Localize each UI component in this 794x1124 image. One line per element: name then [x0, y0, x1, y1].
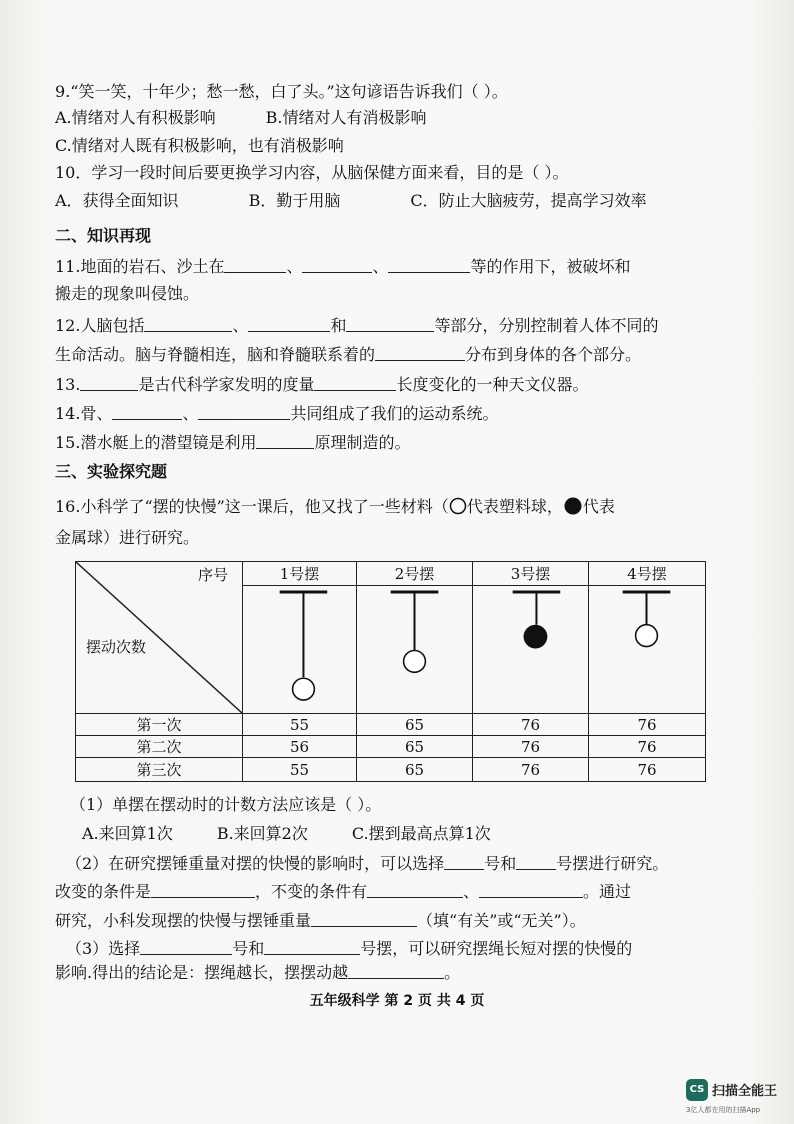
- q10-options: [55, 191, 647, 211]
- pendulum-1-icon: [243, 586, 356, 713]
- q12-line1: [55, 315, 659, 336]
- q11-text-1: 11.地面的岩石、沙土在: [55, 257, 225, 276]
- q16-3-text-2: 号和: [232, 939, 265, 958]
- table-cell: 76: [473, 736, 589, 758]
- table-cell: 76: [473, 758, 589, 782]
- q12-blank-3[interactable]: [346, 315, 434, 332]
- q16-3-text-4: 影响.得出的结论是：摆绳越长，摆摆动越: [55, 963, 349, 982]
- q10-option-a: A．获得全面知识: [55, 191, 179, 210]
- q12-text-1: 12.人脑包括: [55, 316, 145, 335]
- table-corner-top: 序号: [197, 566, 228, 584]
- metal-ball-icon: [563, 496, 583, 516]
- q16-3-text-3: 号摆，可以研究摆绳长短对摆的快慢的: [360, 939, 633, 958]
- q12-sep-1: 、: [232, 316, 249, 335]
- q9-option-c: C.情绪对人既有积极影响，也有消极影响: [55, 136, 344, 155]
- watermark-subtitle: 3亿人都在用的扫描App: [686, 1106, 761, 1114]
- q9-stem: 9.“笑一笑，十年少；愁一愁，白了头。”这句谚语告诉我们（ ）。: [55, 82, 508, 101]
- q16-2-line2: [55, 881, 631, 902]
- q14-blank-2[interactable]: [198, 403, 290, 420]
- q14-blank-1[interactable]: [112, 403, 182, 420]
- q13-blank-2[interactable]: [314, 374, 396, 391]
- q12-line2: [55, 344, 641, 365]
- q16-2-blank-5[interactable]: [479, 881, 583, 898]
- q12-text-2: 等部分，分别控制着人体不同的: [434, 316, 659, 335]
- pendulum-2-icon: [357, 586, 472, 713]
- q16-2-blank-3[interactable]: [151, 881, 255, 898]
- q16-3-text-1: （3）选择: [66, 939, 141, 958]
- q13-text-3: 长度变化的一种天文仪器。: [396, 375, 589, 394]
- q16-3-line1: [66, 938, 632, 959]
- watermark-name: 扫描全能王: [712, 1084, 778, 1099]
- q16-2-text-2: 号和: [484, 854, 517, 873]
- q10-option-b: B．勤于用脑: [248, 191, 341, 210]
- q16-2-blank-4[interactable]: [367, 881, 463, 898]
- q12-blank-2[interactable]: [248, 315, 330, 332]
- table-cell: 76: [473, 714, 589, 736]
- pendulum-1-cell: [243, 586, 357, 714]
- pendulum-2-cell: [357, 586, 473, 714]
- camscanner-logo-icon: CS: [686, 1079, 708, 1101]
- q16-2-text-1: （2）在研究摆锤重量对摆的快慢的影响时，可以选择: [66, 854, 445, 873]
- table-cell: 55: [243, 758, 357, 782]
- q16-intro-text-3: 代表: [582, 497, 615, 516]
- q16-intro-line1: [55, 496, 615, 517]
- q16-1-stem: （1）单摆在摆动时的计数方法应该是（ ）。: [70, 795, 382, 814]
- table-row: [76, 758, 706, 782]
- header-pendulum-3: 3号摆: [473, 562, 589, 586]
- q12-sep-2: 和: [330, 316, 347, 335]
- table-corner-cell: [76, 562, 243, 714]
- q11-sep-2: 、: [372, 257, 389, 276]
- q16-2-text-7: 研究，小科发现摆的快慢与摆锤重量: [55, 911, 312, 930]
- q12-blank-4[interactable]: [375, 344, 465, 361]
- q15-text-2: 原理制造的。: [314, 433, 411, 452]
- q11-blank-1[interactable]: [224, 256, 286, 273]
- q16-3-blank-3[interactable]: [348, 962, 444, 979]
- pendulum-table: [75, 561, 706, 782]
- q15-text-1: 15.潜水艇上的潜望镜是利用: [55, 433, 257, 452]
- q14-text-1: 14.骨、: [55, 404, 113, 423]
- table-row: [76, 736, 706, 758]
- q16-intro-line2: 金属球）进行研究。: [55, 528, 200, 547]
- q14-text-2: 共同组成了我们的运动系统。: [290, 404, 499, 423]
- q11-blank-3[interactable]: [388, 256, 470, 273]
- q10-stem: 10．学习一段时间后要更换学习内容，从脑保健方面来看，目的是（ ）。: [55, 163, 569, 182]
- q16-3-line2: [55, 962, 460, 983]
- pendulum-4-icon: [589, 586, 705, 713]
- header-pendulum-4: 4号摆: [589, 562, 706, 586]
- q16-1-options: [82, 824, 491, 844]
- q16-2-text-4: 改变的条件是: [55, 882, 152, 901]
- table-cell: 76: [589, 758, 706, 782]
- q11-sep-1: 、: [286, 257, 303, 276]
- q13-text-1: 13.: [55, 375, 81, 394]
- q13-line: [55, 374, 588, 395]
- q16-2-blank-6[interactable]: [311, 910, 417, 927]
- pendulum-3-cell: [473, 586, 589, 714]
- table-cell: 56: [243, 736, 357, 758]
- q16-2-line3: [55, 910, 586, 931]
- section-experiment-title: 三、实验探究题: [55, 462, 168, 481]
- q16-1-option-b: B.来回算2次: [216, 824, 308, 843]
- q16-2-text-3: 号摆进行研究。: [556, 854, 669, 873]
- table-cell: 76: [589, 714, 706, 736]
- table-row: [76, 714, 706, 736]
- q15-line: [55, 432, 410, 453]
- q14-line: [55, 403, 498, 424]
- q16-3-blank-1[interactable]: [140, 938, 232, 955]
- q11-line2: 搬走的现象叫侵蚀。: [55, 284, 200, 303]
- q16-2-sep: 、: [463, 882, 480, 901]
- q9-options: [55, 108, 427, 128]
- q16-2-text-5: ，不变的条件有: [255, 882, 368, 901]
- q16-3-text-5: 。: [444, 963, 461, 982]
- pendulum-3-icon: [473, 586, 588, 713]
- q16-2-text-6: 。通过: [583, 882, 632, 901]
- q9-option-a: A.情绪对人有积极影响: [55, 108, 216, 127]
- q10-option-c: C．防止大脑疲劳，提高学习效率: [410, 191, 647, 210]
- q12-text-4: 分布到身体的各个部分。: [465, 345, 642, 364]
- q14-sep-1: 、: [182, 404, 199, 423]
- plastic-ball-icon: [449, 497, 467, 515]
- q9-option-b: B.情绪对人有消极影响: [265, 108, 427, 127]
- header-pendulum-1: 1号摆: [243, 562, 357, 586]
- q12-text-3: 生命活动。脑与脊髓相连，脑和脊髓联系着的: [55, 345, 376, 364]
- q16-2-text-8: （填“有关”或“无关”）。: [417, 911, 586, 930]
- q11-line1: [55, 256, 631, 277]
- row-label: 第一次: [76, 714, 243, 736]
- q16-2-blank-2[interactable]: [516, 853, 556, 870]
- table-cell: 55: [243, 714, 357, 736]
- pendulum-4-cell: [589, 586, 706, 714]
- q16-1-option-a: A.来回算1次: [82, 824, 173, 843]
- q12-blank-1[interactable]: [144, 315, 232, 332]
- q13-text-2: 是古代科学家发明的度量: [138, 375, 315, 394]
- q16-intro-text-1: 16.小科学了“摆的快慢”这一课后，他又找了一些材料（: [55, 497, 449, 516]
- page-footer: 五年级科学 第 2 页 共 4 页: [309, 993, 485, 1009]
- section-knowledge-title: 二、知识再现: [55, 226, 152, 245]
- header-pendulum-2: 2号摆: [357, 562, 473, 586]
- q11-blank-2[interactable]: [302, 256, 372, 273]
- table-cell: 65: [357, 758, 473, 782]
- table-cell: 65: [357, 714, 473, 736]
- q16-3-blank-2[interactable]: [264, 938, 360, 955]
- table-cell: 65: [357, 736, 473, 758]
- row-label: 第三次: [76, 758, 243, 782]
- q13-blank-1[interactable]: [80, 374, 138, 391]
- row-label: 第二次: [76, 736, 243, 758]
- q11-text-2: 等的作用下，被破坏和: [470, 257, 631, 276]
- table-corner-bottom: 摆动次数: [86, 638, 147, 656]
- q16-2-line1: [66, 853, 668, 874]
- q16-1-option-c: C.摆到最高点算1次: [351, 824, 491, 843]
- table-cell: 76: [589, 736, 706, 758]
- q16-2-blank-1[interactable]: [444, 853, 484, 870]
- q15-blank-1[interactable]: [256, 432, 314, 449]
- q16-intro-text-2: 代表塑料球，: [466, 497, 563, 516]
